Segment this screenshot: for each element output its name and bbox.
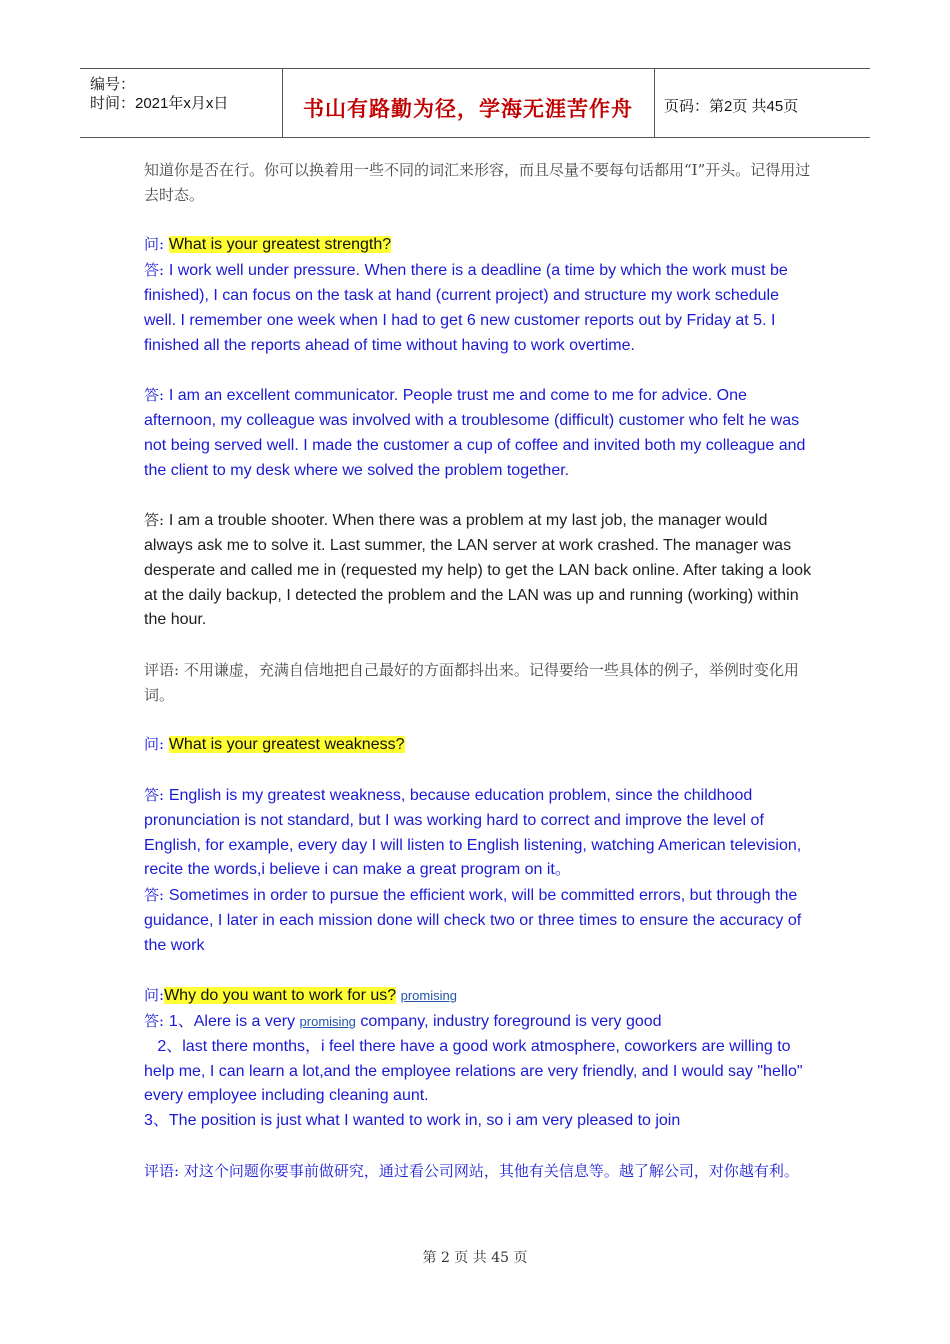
page-footer: 第 2 页 共 45 页	[422, 1250, 528, 1266]
answer-text: Sometimes in order to pursue the efficient work, will be committed errors, but through the guidance, I later in each mission done will check two or three times to ensure the accuracy of the work	[144, 887, 802, 954]
question-weakness-text: What is your greatest weakness?	[168, 736, 405, 754]
comment-text: 不用谦虚，充满自信地把自己最好的方面都抖出来。记得要给一些具体的例子，举例时变化用词。	[144, 660, 799, 704]
question-why-us	[144, 983, 812, 1009]
document-date-label: 时间：2021年x月x日	[90, 95, 229, 112]
answer-weakness-1	[144, 783, 812, 883]
answer-text: I work well under pressure. When there is a deadline (a time by which the work must be finished), I can focus on the task at hand (current project) and structure my work schedule well. I remember one week when I had to get 6 new customer reports out by Friday at 5. I finished all the reports ahead of time without having to work overtime.	[144, 262, 788, 354]
comment-why-us	[144, 1159, 812, 1184]
header-motto: 书山有路勤为径，学海无涯苦作舟	[303, 97, 633, 121]
question-prefix: 问:	[144, 735, 169, 754]
document-body	[144, 158, 812, 1184]
answer-weakness-2	[144, 883, 812, 958]
answer-text: 1、Alere is a very	[168, 1013, 300, 1031]
answer-prefix: 答:	[144, 886, 169, 905]
header-info-cell	[80, 69, 283, 137]
comment-text: 对这个问题你要事前做研究，通过看公司网站，其他有关信息等。越了解公司，对你越有利。	[183, 1161, 799, 1180]
answer-prefix: 答:	[144, 785, 169, 804]
page-header	[80, 68, 870, 138]
promising-link[interactable]: promising	[400, 988, 457, 1004]
answer-prefix: 答:	[144, 386, 169, 405]
intro-paragraph: 知道你是否在行。你可以换着用一些不同的词汇来形容，而且尽量不要每句话都用“I”开头。记得用过去时态。	[144, 161, 811, 204]
answer-prefix: 答:	[144, 261, 169, 280]
answer-strength-1	[144, 258, 812, 358]
answer-strength-3	[144, 508, 812, 633]
answer-text: I am an excellent communicator. People trust me and come to me for advice. One afternoon, my colleague was involved with a troublesome (difficult) customer who felt he was not being served well. I made the customer a cup of coffee and invited both my colleague and the client to my desk where we solved the problem together.	[144, 387, 806, 479]
answer-why-us-3: 3、The position is just what I wanted to work in, so i am very pleased to join	[144, 1112, 681, 1130]
answer-text: I am a trouble shooter. When there was a problem at my last job, the manager would always ask me to solve it. Last summer, the LAN server at work crashed. The manager was desperate and called me in (requested my help) to get the LAN back online. After taking a look at the daily backup, I detected the problem and the LAN was up and running (working) within the hour.	[144, 512, 812, 629]
question-strength-text: What is your greatest strength?	[168, 236, 392, 254]
question-why-us-text: Why do you want to work for us?	[164, 987, 397, 1005]
answer-prefix: 答:	[144, 1012, 169, 1031]
question-prefix: 问:	[144, 986, 165, 1005]
comment-prefix: 评语:	[144, 660, 184, 679]
question-weakness	[144, 732, 812, 758]
header-page-cell	[654, 69, 870, 137]
question-strength	[144, 232, 812, 258]
answer-text: company, industry foreground is very good	[355, 1013, 662, 1031]
header-motto-cell	[282, 69, 655, 137]
question-prefix: 问:	[144, 235, 169, 254]
answer-why-us-1	[144, 1009, 812, 1035]
document-number-label: 编号：	[90, 76, 136, 93]
answer-text: English is my greatest weakness, because education problem, since the childhood pronunciation is not standard, but I was working hard to correct and improve the level of English, for example, every day I will listen to English listening, watching American television, recite the words,i believe i can make a great program on it。	[144, 786, 802, 879]
answer-why-us-2: 2、last there months，i feel there have a good work atmosphere, coworkers are willing to help me, I can learn a lot,and the employee relations are very friendly, and I would say "hello" every employee including cleaning aunt.	[144, 1037, 807, 1105]
promising-inline-link[interactable]: promising	[299, 1014, 356, 1030]
answer-strength-2	[144, 383, 812, 483]
comment-prefix: 评语:	[144, 1161, 184, 1180]
answer-prefix: 答:	[144, 511, 169, 530]
comment-strength	[144, 658, 812, 708]
header-page-number: 页码：第2页 共45页	[664, 98, 799, 115]
